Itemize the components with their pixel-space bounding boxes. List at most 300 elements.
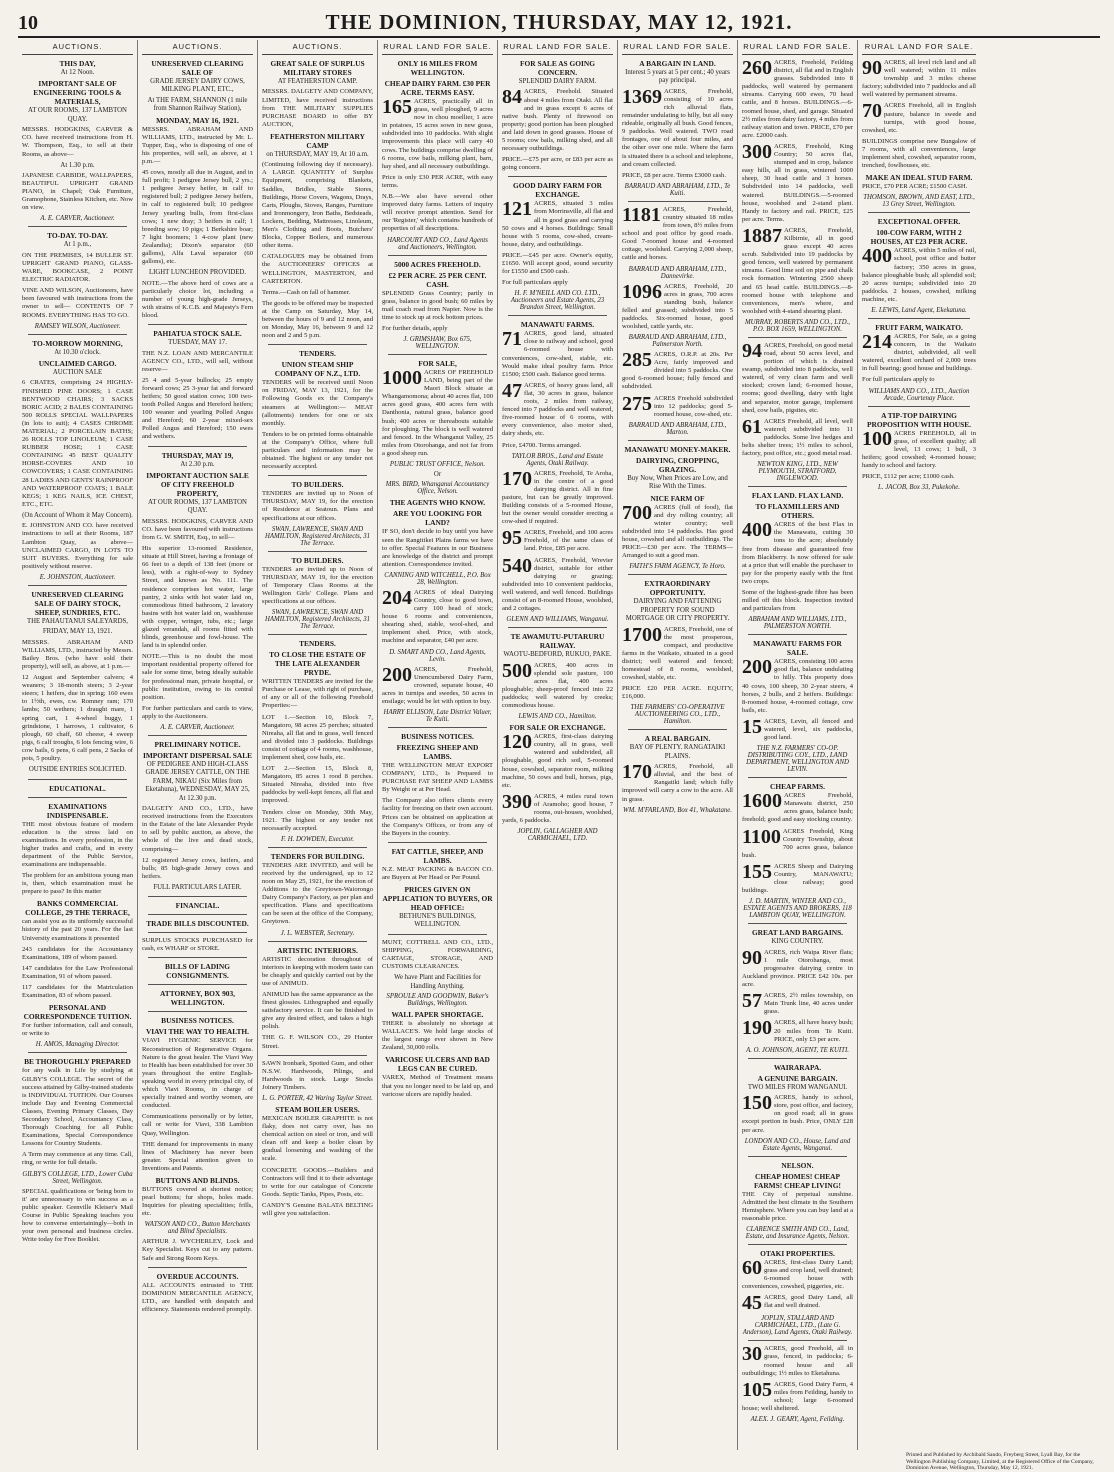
land-listing	[622, 280, 733, 332]
ad-subheading: AT OUR ROOMS, 137 LAMBTON QUAY.	[148, 498, 247, 515]
column-rule	[268, 344, 367, 345]
ad-body: 12 August and September calvers; 4 weaners; 3 18-month steers; 3 2-year steers; 1 heifers, due in spring; 160 ewes to 1½th, ewes, r.w. Romney ram; 170 lambs; 50 wethers; 1 draught mare, 1 spring cart, 1 4-wheel buggy, 1 grindstone, 1 harrows, 1 cultivator, 6 plough, 60 chaff, 60 cheese, 4 sweep pigs, 6 calf troughs, 6 lots fencing wire, 6 cow bails, 6 pens, 6 calf pens, 2 Sacks of pots, 5 poultry.	[22, 674, 133, 763]
acreage-figure: 121	[502, 198, 532, 221]
ad-body: The goods to be offered may be inspected at the Camp on Saturday, May 14, between the hours of 9 and 12 noon, and on Monday, May 16, between 9 and 12 noon and 2 and 5 p.m.	[262, 299, 373, 340]
ad-body: MESSRS. ABRAHAM AND WILLIAMS, LTD., instructed by Messrs. Bailey Bros. (who have sold their property), will sell, as above, at 1 p.m.—	[22, 638, 133, 670]
land-listing	[742, 1378, 853, 1413]
listing-text: ACRES, good Freehold, all in grass, fenced, in paddocks; 6-roomed house and all outbuildings; 1½ miles to Eketahuna.	[742, 1345, 853, 1377]
ad-heading: GOOD DAIRY FARM FOR EXCHANGE.	[512, 181, 603, 200]
listing-text: ACRES, Good Dairy Farm, 4 miles from Feilding, handy to school; large 6-roomed house; well sheltered.	[742, 1380, 853, 1413]
acreage-figure: 1096	[622, 280, 662, 303]
ad-body: MESSRS. ABRAHAM AND WILLIAMS, LTD., instructed by Mr. L. Tupper, Esq., who is disposing of one of his properties, will sell, as above, at 1 p.m.—	[142, 125, 253, 165]
ad-body: CANDY'S Genuine BALATA BELTING will give you satisfaction.	[262, 1201, 373, 1217]
ad-heading: A BARGAIN IN LAND.	[639, 59, 716, 68]
ad-signature: H. F. M'NEILL AND CO. LTD., Auctioneers and Estate Agents, 23 Brandon Street, Wellington.	[510, 290, 605, 312]
land-listing	[622, 203, 733, 263]
ad-heading: FRUIT FARM, WAIKATO.	[875, 322, 963, 332]
acreage-figure: 90	[742, 946, 762, 969]
listing-text: ACRES, Freehold, country situated 18 miles from town, 8½ miles from school and post office by good roads. Good 7-roomed house and 4-roomed cottage, woolshed. Carrying 2,000 sheep, cattle and horses.	[622, 205, 733, 262]
acreage-figure: 47	[502, 379, 522, 402]
ad-heading: MAKE AN IDEAL STUD FARM.	[865, 173, 973, 183]
ad-heading: TO CLOSE THE ESTATE OF THE LATE ALEXANDER PRYDE.	[269, 650, 366, 678]
ad-body: VIAVI HYGIENIC SERVICE for Reconstruction of Regenerative Organs. Nature is the great healer. The Viavi Way to Health has been established for over 30 years throughout the entire English-speaking world in every principal city, of which Viavi Rooms, in charge of specially trained and worthy women, are conducted.	[142, 1037, 253, 1110]
land-listing	[502, 88, 613, 153]
page-number: 10	[18, 12, 38, 34]
ad-signature: L. G. PORTER, 42 Waring Taylor Street.	[262, 1094, 373, 1102]
ad-subheading: AUCTION SALE	[52, 369, 103, 377]
column-rule	[268, 634, 367, 635]
land-listing	[742, 860, 853, 895]
ad-signature: E. LEWIS, Land Agent, Ekekatuna.	[871, 306, 967, 314]
acreage-figure: 60	[742, 1257, 762, 1279]
listing-text: ACRES OF FREEHOLD LAND, being part of the Maori Block situate at Whangamomona; about 40 acres flat, 100 acres good grass, 400 acres fern with Danthonia, natural grass, balance good bush; 400 acres or thereabouts suitable for ploughing. The block is well watered and fenced. In the Whanganui Valley, 25 miles from Otorohanga, and not far from a good sheep run.	[382, 368, 493, 457]
ad-body: Tenders close on Monday, 30th May, 1921. The highest or any tender not necessarily accepted.	[262, 808, 373, 832]
column-rule	[148, 1267, 247, 1268]
listing-text: ACRES, Freehold, and 100 acres Freehold, of the same class of land. Price, £85 per acre.	[524, 529, 613, 553]
listing-text: ACRES, situated 3 miles from Morrinsville, all flat and all in good grass and carrying 50 cows and 4 horses. Buildings: Small house with 5 rooms, cow-shed, cream-house, dairy, and outbuildings.	[502, 200, 613, 248]
ad-heading: VIAVI THE WAY TO HEALTH.	[145, 1027, 250, 1037]
column-rule	[28, 334, 127, 335]
ad-body: For further particulars and cards to view, apply to the Auctioneers.	[142, 704, 253, 720]
ad-subheading: AT FEATHERSTON CAMP.	[277, 78, 358, 85]
ad-heading: IMPORTANT AUCTION SALE OF CITY FREEHOLD PROPERTY,	[146, 470, 249, 498]
column-rule	[748, 337, 847, 338]
ad-subheading: WAOTU-BEDFORD, RUKUO, PAKE.	[503, 651, 612, 659]
ad-heading: TO FLAXMILLERS AND OTHERS.	[755, 502, 840, 521]
listing-text: ACRES, Freehold, 20 acres in grass, 700 acres standing bush, balance felled and grassed; subdivided into 5 paddocks. Six-roomed house, good woolshed, cattle yards, etc.	[622, 282, 733, 330]
ad-body: MESSRS. HODGKINS, CARVER & CO. have received instructions from H. W. Thompson, Esq., to sell at their Rooms, as above—	[22, 126, 133, 158]
ad-body: SURPLUS STOCKS PURCHASED for cash, ex WHARF or STORE.	[142, 937, 253, 953]
ad-heading: BANKS COMMERCIAL COLLEGE, 29 THE TERRACE,	[25, 899, 130, 918]
acreage-figure: 204	[382, 586, 412, 609]
listing-text: ACRES, Freehold, consisting of 10 acres rich alluvial flats, remainder undulating to hilly, but all easy rideable, originally all bush. Good fences, 9 paddocks. Well watered. TWO road frontages, one of about four miles, and the other over one mile. Where the farm is situated there is a school and telephone, and cream collected.	[622, 87, 733, 168]
newspaper-column	[738, 40, 858, 1450]
listing-text: ACRES of the best Flax in the Manawatu, cutting 30 tons to the acre; absolutely free from disease and guaranteed free from Blackberry. Is now offered for sale at a price that will enable the purchaser to pay for the property easily with the first two crops.	[742, 521, 853, 585]
listing-text: ACRES Freehold, Manawatu district, 250 acres grass, balance bush; freehold; good and easy stocking country.	[742, 792, 853, 824]
ad-heading: FINANCIAL.	[175, 901, 220, 911]
ad-body: CATALOGUES may be obtained from the AUCTIONEERS' OFFICES at WELLINGTON, MASTERTON, and CARTERTON.	[262, 253, 373, 285]
column-rule	[28, 585, 127, 586]
ad-heading: £2 PER ACRE. 25 PER CENT. CASH.	[388, 270, 487, 289]
ad-signature: RAMSEY WILSON, Auctioneer.	[34, 322, 121, 330]
acreage-figure: 71	[502, 328, 522, 351]
acreage-figure: 1887	[742, 224, 782, 247]
acreage-figure: 1369	[622, 85, 662, 108]
column-rule	[868, 318, 970, 319]
ad-signature: THE FARMERS' CO-OPERATIVE AUCTIONEERING CO., LTD., Hamilton.	[630, 704, 725, 726]
ad-body: N.B.—We also have several other improved dairy farms. Letters of inquiry will receive prompt attention. Send for our 'Register,' which contains hundreds of properties of all descriptions.	[382, 193, 493, 233]
ad-subheading: BAY OF PLENTY. RANGATAIKI PLAINS.	[629, 744, 726, 760]
ad-signature: BARRAUD AND ABRAHAM, LTD., Dannevirke.	[628, 265, 727, 280]
ad-body: The Company also offers clients every facility for freezing on their own account. Prices can be obtained on application at the Company's Offices, or from any of the Buyers in the country.	[382, 797, 493, 837]
ad-heading: STEAM BOILER USERS.	[275, 1104, 360, 1114]
acreage-figure: 150	[742, 1092, 772, 1115]
ad-body: TENDERS are invited up to Noon of THURSDAY, MAY 19, for the erection of Residence at Seatoun. Plans and specifications at our offices.	[262, 490, 373, 522]
ad-subheading: Or	[433, 471, 442, 478]
ad-body: Communications personally or by letter, call or write for Viavi, 338 Lambton Quay, Wellington.	[142, 1113, 253, 1137]
land-listing	[502, 379, 613, 439]
ad-subheading: At 1.30 p.m.	[60, 161, 95, 169]
ad-heading: MANAWATU MONEY-MAKER.	[624, 444, 731, 454]
acreage-figure: 61	[742, 415, 762, 438]
listing-text: ACRES, Freehold, all alluvial, and the best of Rangatiki land; which fully improved will carry a cow to the acre. All in grass.	[622, 763, 733, 803]
ad-heading: EXCEPTIONAL OFFER.	[877, 217, 961, 227]
ad-heading: TENDERS FOR BUILDING.	[270, 851, 365, 861]
ad-subheading: OUTSIDE ENTRIES SOLICITED.	[28, 766, 127, 774]
ad-heading: TO BUILDERS.	[291, 555, 344, 565]
column-rule	[28, 797, 127, 798]
listing-text: ACRES, Freehold, Wrevier district, suitable for either dairying or grazing; subdivided into 10 convenient paddocks, well watered, and well fenced. Buildings consist of an 8-roomed House, woolshed, and 2 cottages.	[502, 556, 613, 613]
column-rule	[628, 729, 727, 730]
ad-subheading: At 10.30 o'clock.	[54, 348, 101, 356]
land-listing	[742, 825, 853, 860]
land-listing	[862, 330, 976, 373]
acreage-figure: 400	[742, 519, 772, 542]
ad-heading: CHEAP HOMES! CHEAP FARMS! CHEAP LIVING!	[754, 1171, 841, 1190]
ad-body: THERE is absolutely no shortage at WALLACE'S. We hold large stocks of the largest range ever shown in New Zealand, 30,000 rolls.	[382, 1020, 493, 1052]
acreage-figure: 390	[502, 790, 532, 813]
newspaper-column	[858, 40, 980, 1450]
acreage-figure: 100	[862, 427, 892, 450]
listing-text: ACRES, practically all in grass, well ploughed, 9 acres now in chou moellier, 1 acre in potatoes, 15 acres sown in new grass, subdivided into 10 paddocks. With slight improvements this place will carry 40 cows. The buildings comprise dwelling of 6 rooms, cow bails, milking plant, barn, hay shed, and all necessary outbuildings.	[382, 98, 493, 170]
column-rule	[388, 934, 487, 935]
ad-signature: GLENN AND WILLIAMS, Wanganui.	[506, 616, 609, 624]
listing-text: ACRES (full of food), flat and dry rolling country; all winter country; well subdivided into 14 paddocks. Has good house, cowshed and all outbuildings. The PRICE—£30 per acre. The TERMS—Arranged to suit a good man.	[622, 503, 733, 560]
acreage-figure: 94	[742, 339, 762, 362]
listing-text: ACRES Freehold, King Country Township, about 700 acres grass, balance bush.	[742, 827, 853, 859]
acreage-figure: 84	[502, 86, 522, 109]
ad-body: 117 candidates for the Matriculation Examination, 83 of whom passed.	[22, 984, 133, 1000]
land-listing	[742, 946, 853, 989]
land-listing	[862, 247, 976, 304]
ad-subheading: FRIDAY, MAY 13, 1921.	[42, 628, 113, 636]
listing-text: ACRES, 400 acres in splendid sole pasture, 100 acres flat, 400 acres ploughable; sheep-proof fenced into 22 paddocks; well watered by creeks; commodious house.	[502, 661, 613, 710]
listing-text: ACRES, Freehold, one of the most prosperous, compact, and productive farms in the Waikato, situated in a good district; well watered and fenced; homestead of 8 rooms, woolshed, cowshed, stable, etc.	[622, 625, 733, 682]
land-listing	[502, 659, 613, 711]
ad-heading: UNCLAIMED CARGO.	[38, 359, 117, 369]
ad-body: MESSRS. DALGETY AND COMPANY, LIMITED, have received instructions from THE MILITARY SUPPLIES PURCHASE BOARD to offer BY AUCTION,	[262, 88, 373, 128]
ad-signature: SWAN, LAWRENCE, SWAN AND HAMILTON, Registered Architects, 31 The Terrace.	[264, 525, 371, 547]
ad-heading: EXTRAORDINARY OPPORTUNITY.	[644, 579, 711, 598]
ad-heading: FOR SALE AS GOING CONCERN.	[520, 59, 595, 77]
column-rule	[868, 212, 970, 213]
ad-subheading: SPLENDID DAIRY FARM.	[518, 78, 597, 85]
ad-signature: F. H. DOWDEN, Executor.	[281, 835, 354, 843]
land-listing	[622, 85, 733, 169]
ad-signature: D. SMART AND CO., Land Agents, Levin.	[389, 648, 486, 663]
ad-heading: BUSINESS NOTICES.	[401, 732, 474, 741]
ad-subheading: At 12 Noon.	[60, 69, 95, 76]
listing-text: ACRES, all have heavy bush; 20 miles from Te Kuiti. PRICE, only £3 per acre.	[774, 1019, 853, 1043]
ad-heading: THE AGENTS WHO KNOW.	[389, 498, 486, 508]
column-rule	[508, 627, 607, 628]
ad-heading: ONLY 16 MILES FROM WELLINGTON.	[397, 59, 478, 77]
ad-signature: SWAN, LAWRENCE, SWAN AND HAMILTON, Registered Architects, 31 The Terrace.	[264, 609, 371, 631]
land-listing	[742, 1345, 853, 1377]
ad-heading: MANAWATU FARMS.	[520, 320, 595, 330]
land-listing	[742, 339, 854, 415]
land-listing	[502, 790, 613, 825]
ad-signature: BARRAUD AND ABRAHAM, LTD., Te Kuiti.	[624, 182, 731, 197]
column-heading: RURAL LAND FOR SALE.	[502, 40, 613, 55]
listing-text: ACRES, of heavy grass land, all flat, 30 acres in grass, balance roots, 2 miles from railway, fenced into 7 paddocks and well watered, five-roomed house of 6 rooms, with every convenience, also motor shed, dairy sheds, etc.	[502, 381, 613, 438]
ad-heading: TO-MORROW MORNING,	[32, 338, 123, 348]
ad-subheading: FULL PARTICULARS LATER.	[153, 883, 242, 891]
ad-signature: THE N.Z. FARMERS' CO-OP. DISTRIBUTING COY., LTD., LAND DEPARTMENT, WELLINGTON AND LEVIN.	[746, 745, 849, 774]
listing-text: ACRES FREEHOLD, all in grass, of excellent quality; all level, 13 cows; 1 bull, 3 heifers; good cowshed; 4-roomed house; handy to school and factory.	[862, 429, 976, 469]
ad-signature: CLARENCE SMITH AND CO., Land, Estate, and Insurance Agents, Nelson.	[745, 1226, 850, 1240]
acreage-figure: 1000	[382, 366, 422, 389]
acreage-figure: 285	[622, 349, 652, 372]
land-listing	[742, 1019, 853, 1043]
listing-text: ACRES, Freehold, Feilding district, all flat and in English grasses. Subdivided into 8 paddocks, well watered by permanent streams. Carrying 600 ewes, 70 head cattle, and 8 horses. BUILDINGS.—6-roomed house, shed, and garage. Situated 2½ miles from dairy factory, 4 miles from railway station and town. PRICE, £70 per acre. £2000 cash.	[742, 59, 853, 139]
ad-body: PRICE, £70 PER ACRE; £1500 CASH.	[862, 183, 968, 191]
land-listing	[382, 98, 493, 171]
ad-body: BUTTONS covered at shortest notice; pearl buttons; fur shops, holes made. Inquiries for pleating specialities; frills, etc.	[142, 1185, 253, 1218]
column-heading: RURAL LAND FOR SALE.	[622, 40, 733, 55]
ad-body: THE N.Z. LOAN AND MERCANTILE AGENCY CO., LTD., will sell, without reserve—	[142, 349, 253, 373]
ad-subheading: At 2.30 p.m.	[180, 460, 215, 468]
ad-signature: FAITH'S FARM AGENCY, Te Horo.	[629, 563, 726, 571]
ad-heading: A TIP-TOP DAIRYING PROPOSITION WITH HOUSE.	[867, 410, 971, 429]
printers-imprint: Printed and Published by Archibald Sando, Freyberg Street, Lyall Bay, for the Wellington Publishing Company, Limited, at the Registered Office of the Company, Dominion Avenue, Wellington, Thursday, May 12, 1921.	[906, 1452, 1094, 1472]
newspaper-column	[618, 40, 738, 1450]
land-listing	[742, 224, 853, 316]
ad-signature: JOPLIN, STALLARD AND CARMICHAEL, LTD., (Late G. Anderson), Land Agents, Otaki Railway.	[742, 1315, 853, 1337]
ad-heading: TENDERS.	[299, 349, 336, 359]
ad-heading: 100-COW FARM, WITH 2 HOUSES, AT £23 PER ACRE.	[870, 228, 968, 247]
column-rule	[508, 176, 607, 177]
listing-text: ACRES, For Sale, as a going concern, in the Waikato district, subdivided, all well watered, excellent orchard of 2,000 trees in full bearing; good house and buildings.	[862, 332, 976, 373]
column-rule	[268, 1055, 367, 1056]
ad-body: ARTISTIC decoration throughout of interiors in keeping with modern taste can be cheaply and quickly carried out by the use of ANIMUD.	[262, 955, 373, 987]
ad-body: SAWN Ironbark, Spotted Gum, and other N.S.W. Hardwoods, Pilings, and Hardwoods in stock. Large Stocks Joinery Timbers.	[262, 1059, 373, 1091]
ad-subheading: (On Account of Whom it May Concern).	[22, 511, 133, 519]
ad-body: The problem for an ambitious young man is, then, which examination must he prepare to pass? In this matter	[22, 872, 133, 896]
ad-subheading: KING COUNTRY.	[771, 938, 824, 946]
listing-text: ACRES, 2½ miles township, on Main Trunk line, 40 acres under grass.	[764, 992, 853, 1016]
column-rule	[148, 896, 247, 897]
column-rule	[148, 932, 247, 933]
ad-body: PRICE £20 PER ACRE. EQUITY, £16,000.	[622, 685, 733, 701]
ad-body: WRITTEN TENDERS are invited for the Purchase or Lease, with right of purchase, of any or all of the following Freehold Properties:—	[262, 678, 373, 710]
ad-body: PRICE, £8 per acre. Terms £3000 cash.	[622, 171, 726, 179]
acreage-figure: 30	[742, 1343, 762, 1366]
ad-body: THE most obvious feature of modern education is the stress laid on examinations. In every profession, in the higher trades and crafts, and in every department of the Public Service, examinations are indispensable.	[22, 820, 133, 868]
column-rule	[268, 551, 367, 552]
land-listing	[742, 1292, 853, 1315]
listing-text: ACRES, Freehold, Kilbirnie, all in good grass except 40 acres scrub. Subdivided into 19 paddocks by good fences, well watered by permanent streams. Good lime soil on pipe and chalk rock formation. Wintering 2560 sheep and 65 head cattle. BUILDINGS.—8-roomed house with telephone and conveniences, men's where, and woolshed with 4-stand shearing plant.	[742, 226, 853, 315]
ad-body: Price is only £30 PER ACRE, with easy terms.	[382, 173, 493, 189]
column-heading: AUCTIONS.	[262, 40, 373, 55]
column-rule	[268, 941, 367, 942]
column-rule	[388, 727, 487, 728]
newspaper-column	[258, 40, 378, 1450]
ad-signature: LONDON AND CO., House, Land and Estate Agents, Wanganui.	[744, 1137, 851, 1152]
ad-subheading: Interest 5 years at 5 per cent.; 40 years pay principal.	[625, 69, 730, 85]
ad-signature: MURRAY, ROBERTS AND CO., LTD., P.O. BOX 1659, WELLINGTON.	[744, 318, 851, 333]
acreage-figure: 95	[502, 527, 522, 550]
land-listing	[742, 140, 853, 224]
ad-body: SPECIAL qualifications or 'being born to it' are unnecessary to win success as a public speaker. Grenville Kleiser's Mail Course in Public Speaking teaches you how to converse entertainingly—both in your own personal and business circles. Write today for Free Booklet.	[22, 1187, 133, 1244]
ad-signature: J. GRIMSHAW, Box 675, WELLINGTON.	[403, 335, 472, 350]
column-rule	[748, 634, 847, 635]
column-rule	[148, 984, 247, 985]
column-rule	[388, 842, 487, 843]
ad-body: LOT 1.—Section 10, Block 7, Mangatoro, 98 acres 25 perches; situated Nireaha, all flat and in grass, well fenced and divided into 3 paddocks. Buildings consist of cottage of 4 rooms, washhouse, implement shed, cow bails, etc.	[262, 713, 373, 761]
acreage-figure: 57	[742, 990, 762, 1013]
ad-body: MEXICAN BOILER GRAPHITE is not flaky, does not carry over, has no chemical action on steel or iron, and will clean off and keep a boiler clean by gradual loosening and washing of the scale.	[262, 1114, 373, 1163]
ad-subheading: AT OUR ROOMS, 137 LAMBTON QUAY.	[28, 107, 127, 123]
listing-text: ACRES, Levin, all fenced and watered, level, six paddocks, good land.	[764, 717, 853, 742]
ad-body: For further information, call and consult, or write to	[22, 1022, 133, 1038]
ad-heading: MANAWATU FARMS FOR SALE.	[753, 639, 842, 658]
ad-heading: FOR SALE,	[418, 358, 457, 368]
ad-signature: A. O. JOHNSON, AGENT, TE KUITI.	[746, 1046, 849, 1054]
acreage-figure: 700	[622, 501, 652, 524]
acreage-figure: 70	[862, 100, 882, 123]
column-heading: AUCTIONS.	[142, 40, 253, 55]
column-rule	[868, 406, 970, 407]
ad-heading: CHEAP DAIRY FARM. £30 PER ACRE. TERMS EASY.	[384, 79, 491, 97]
column-rule	[748, 1244, 847, 1245]
ad-heading: TO-DAY. TO-DAY.	[47, 231, 108, 241]
listing-text: ACRES, rich Waipa River flats; 1 mile Otorohanga, most progressive dairying centre in Auckland province. PRICE £42 10s. per acre.	[742, 948, 853, 989]
ad-body: Terms.—Cash on fall of hammer.	[262, 288, 351, 296]
ad-heading: BE THOROUGHLY PREPARED	[24, 1057, 131, 1067]
land-listing	[502, 330, 613, 379]
column-rule	[628, 440, 727, 441]
column-rule	[148, 914, 247, 915]
land-listing	[622, 392, 733, 419]
column-rule	[268, 475, 367, 476]
land-listing	[502, 200, 613, 249]
ad-heading: FREEZING SHEEP AND LAMBS.	[396, 743, 479, 761]
ad-subheading: on THURSDAY, MAY 19, At 10 a.m.	[266, 150, 369, 158]
ad-heading: FOR SALE OR EXCHANGE.	[509, 723, 606, 733]
listing-text: ACRES, O.R.P. at 20s. Per Acre, fairly improved and divided into 5 paddocks. One good 6-roomed house; fully fenced and subdivided.	[622, 351, 733, 391]
ad-heading: THURSDAY, MAY 19,	[161, 450, 234, 460]
ad-signature: WILLIAMS AND CO., LTD., Auction Arcade, Courtenay Place.	[868, 387, 970, 402]
column-rule	[148, 957, 247, 958]
ad-body: ARTHUR J. WYCHERLEY, Lock and Key Specialist. Keys cut to any pattern. Safe and Strong Room Keys.	[142, 1238, 253, 1262]
ad-signature: J. L. WEBSTER, Secretary.	[280, 929, 355, 937]
ad-heading: FAT CATTLE, SHEEP, AND LAMBS.	[391, 846, 484, 865]
land-listing	[742, 715, 853, 742]
acreage-figure: 15	[742, 715, 762, 738]
listing-text: ACRES, good Dairy Land, all flat and well drained.	[764, 1294, 853, 1310]
ad-heading: ARE YOU LOOKING FOR LAND?	[392, 509, 483, 528]
acreage-figure: 1181	[622, 203, 661, 226]
ad-signature: TAYLOR BROS., Land and Estate Agents, Otaki Railway.	[511, 452, 604, 467]
ad-body: 6 CRATES, comprising 24 HIGHLY-FINISHED PINE DOORS; 1 CASE BENTWOOD CHAIRS; 3 SACKS BORIC ACID; 2 BALES CONTAINING 500 ROLLS SPECIAL WALLPAPERS (in lots to suit); 4 CASES CHROME MATERIAL; 2 PORCELAIN BATHS; 26 ROLLS TOP LINOLEUM; 1 CASE RUBBER HOSE; 1 CASE CONTAINING 45 BEST QUALITY HORSE-COVERS AND 10 COWCOVERS; 1 CASE CONTAINING 28 LADIES AND GENTS' RAINPROOF AND WATERPROOF COATS; 1 BALE KEGS; 1 KEG NAILS, ICE CHEST, ETC., ETC.	[22, 379, 133, 508]
land-listing	[502, 529, 613, 553]
listing-text: ACRES, all level rich land and all well watered; within 11 miles township and 3 miles cheese factory; subdivided into 7 paddocks and all well watered by permanent streams.	[862, 59, 976, 99]
column-rule	[508, 315, 607, 316]
ad-subheading: THE PAHAUTANUI SALEYARDS,	[27, 617, 128, 625]
land-listing	[622, 623, 733, 683]
ad-heading: OTAKI PROPERTIES.	[760, 1249, 835, 1258]
ad-body: TENDERS will be received until Noon on FRIDAY, MAY 13, 1921, for the Following Goods ex the Company's steamers at Wellington:— MEAT (allotments) tenders for one or six monthly.	[262, 379, 373, 427]
ad-body: (Continuing following day if necessary). A LARGE QUANTITY of Surplus Equipment, comprising Blankets, Saddles, Bridles, Stable Stores, Buildings, Horse Covers, Wagons, Drays, Carts, Ploughs, Stoves, Ranges, Furniture and Ironmongery, Iron Baths, Bedsteads, Lockers, Bedding, Mattresses, Linoleum, Men's Clothing and Boots, Butchers' Blocks, Copper Boilers, and numerous other items.	[262, 161, 373, 250]
ad-signature: NEWTON KING, LTD., NEW PLYMOUTH, STRATFORD, INGLEWOOD.	[757, 461, 838, 483]
listing-text: ACRES, Freehold, King Country; 50 acres flat, stumped and in crop, balance easy hills, all in grass, wintered 1000 sheep, 30 head cattle and 3 horses. Subdivided into 14 paddocks, well watered. BUILDINGS.—5-roomed house, woolshed and 2-stand plant. Handy to factory and rail. PRICE, £25 per acre. Terms.	[742, 142, 853, 223]
ad-subheading: We have Plant and Facilities for Handling Anything.	[394, 974, 481, 990]
acreage-figure: 120	[502, 731, 532, 754]
ad-heading: CHEAP FARMS.	[770, 782, 825, 792]
ad-heading: PAHIATUA STOCK SALE.	[153, 329, 242, 339]
column-rule	[148, 735, 247, 736]
ad-signature: THOMSON, BROWN, AND EAST, LTD., 13 Grey Street, Wellington.	[863, 194, 975, 209]
acreage-figure: 400	[862, 245, 892, 268]
ad-body: DALGETY AND CO., LTD., have received instructions from the Executors in the Estate of the late Alexander Pryde to sell by public auction, as above, the whole of the live and dead stock, comprising—	[142, 805, 253, 853]
ad-body: NOTE.—The above herd of cows are a particularly choice lot, including a number of young high-grade Jerseys, with strains of K.C.B. and Majesty's Fern blood.	[142, 279, 253, 319]
ad-body: CONCRETE GOODS.—Builders and Contractors will find it to their advantage to write for our catalogue of Concrete Goods. Septic Tanks, Pipes, Posts, etc.	[262, 1166, 373, 1198]
ad-signature: A. E. CARVER, Auctioneer.	[160, 724, 235, 731]
ad-body: THE G. F. WILSON CO., 29 Hunter Street.	[262, 1034, 373, 1050]
ad-signature: A. E. CARVER, Auctioneer.	[40, 215, 115, 223]
ad-heading: BILLS OF LADING CONSIGNMENTS.	[164, 962, 231, 981]
ad-heading: ARTISTIC INTERIORS.	[277, 945, 358, 955]
ad-heading: UNRESERVED CLEARING SALE OF	[151, 59, 244, 77]
column-rule	[28, 1052, 127, 1053]
ad-body: A Term may commence at any time. Call, ring, or write for full details.	[22, 1151, 133, 1167]
ad-body: Price, £4700. Terms arranged.	[502, 441, 582, 449]
newspaper-column	[138, 40, 258, 1450]
column-rule	[748, 1058, 847, 1059]
listing-text: ACRES, handy to school, store, post office, and factory, on good road; all in grass except portion in bush. Price, ONLY £28 per acre.	[742, 1094, 853, 1134]
ad-body: 243 candidates for the Accountancy Examinations, 189 of whom passed.	[22, 945, 133, 961]
column-rule	[628, 574, 727, 575]
listing-text: ACRES, good land, situated close to railway and school, good 6-roomed house with conveniences, cow-shed, stable, etc. Would make ideal poultry farm. Price £1500; £500 cash. Balance good terms.	[502, 330, 613, 378]
ad-signature: HARRY ELLISON, Late District Valuer, Te Kuiti.	[383, 709, 492, 723]
acreage-figure: 1600	[742, 790, 782, 813]
land-listing	[862, 102, 976, 134]
land-listing	[502, 733, 613, 790]
page-columns	[18, 40, 1100, 1450]
ad-signature: BARRAUD AND ABRAHAM, LTD., Marton.	[628, 421, 727, 436]
ad-heading: DAIRYING, CROPPING, GRAZING.	[636, 455, 719, 474]
ad-body: ALL ACCOUNTS entrusted to THE DOMINION MERCANTILE AGENCY, LTD., are handled with despatch and efficiency. Statements rendered promptly.	[142, 1281, 253, 1313]
ad-body: MESSRS. HODGKINS, CARVER AND CO. have been favoured with instructions from G. W. SMITH, Esq., to sell—	[142, 517, 253, 541]
ad-heading: EDUCATIONAL.	[49, 783, 106, 793]
ad-subheading: TWO MILES FROM WANGANUI.	[747, 1083, 848, 1091]
ad-signature: JOPLIN, GALLAGHER AND CARMICHAEL, LTD.	[517, 828, 598, 843]
ad-signature: MRS. BIRD, Whanganui Accountancy Office, Nelson.	[385, 481, 490, 496]
ad-heading: WAIRARAPA.	[773, 1062, 822, 1072]
ad-heading: BUTTONS AND BLINDS.	[155, 1175, 240, 1185]
ad-heading: TRADE BILLS DISCOUNTED.	[146, 919, 249, 929]
ad-body: For full particulars apply	[502, 279, 568, 287]
ad-body: For full particulars apply to	[862, 376, 935, 384]
ad-heading: GREAT LAND BARGAINS.	[751, 928, 844, 938]
acreage-figure: 300	[742, 140, 772, 163]
ad-heading: TE AWAMUTU-PUTARURU RAILWAY.	[510, 632, 605, 651]
ad-subheading: BETHUNE'S BUILDINGS, WELLINGTON.	[399, 913, 476, 929]
ad-subheading: At THE FARM, SHANNON (1 mile from Shannon Railway Station),	[147, 96, 248, 113]
ad-subheading: At 1 p.m.,	[63, 241, 92, 249]
ad-signature: SPROULE AND GOODWIN, Baker's Buildings, Wellington.	[386, 993, 489, 1008]
ad-heading: UNION STEAM SHIP COMPANY OF N.Z., LTD.	[274, 360, 361, 379]
column-rule	[748, 1340, 847, 1341]
land-listing	[742, 59, 853, 140]
ad-subheading: TUESDAY, MAY 17.	[168, 339, 227, 347]
ad-subheading: DAIRYING AND FATTENING PROPERTY FOR SOUND MORTGAGE OR CITY PROPERTY.	[625, 598, 730, 623]
column-rule	[268, 847, 367, 848]
listing-text: ACRES of ideal Dairying Country, close to good town, carry 100 head of stock; house 6 rooms and conveniences, shearing shed, stable, wool-shed, and implement shed. Price, with stock, machine and separator, £40 per acre.	[382, 588, 493, 645]
column-rule	[28, 779, 127, 780]
ad-body: NOTE.—This is no doubt the most important residential property offered for sale for some time, being ideally suitable for professional man, private hospital, or public institution, owing to its central position.	[142, 653, 253, 701]
